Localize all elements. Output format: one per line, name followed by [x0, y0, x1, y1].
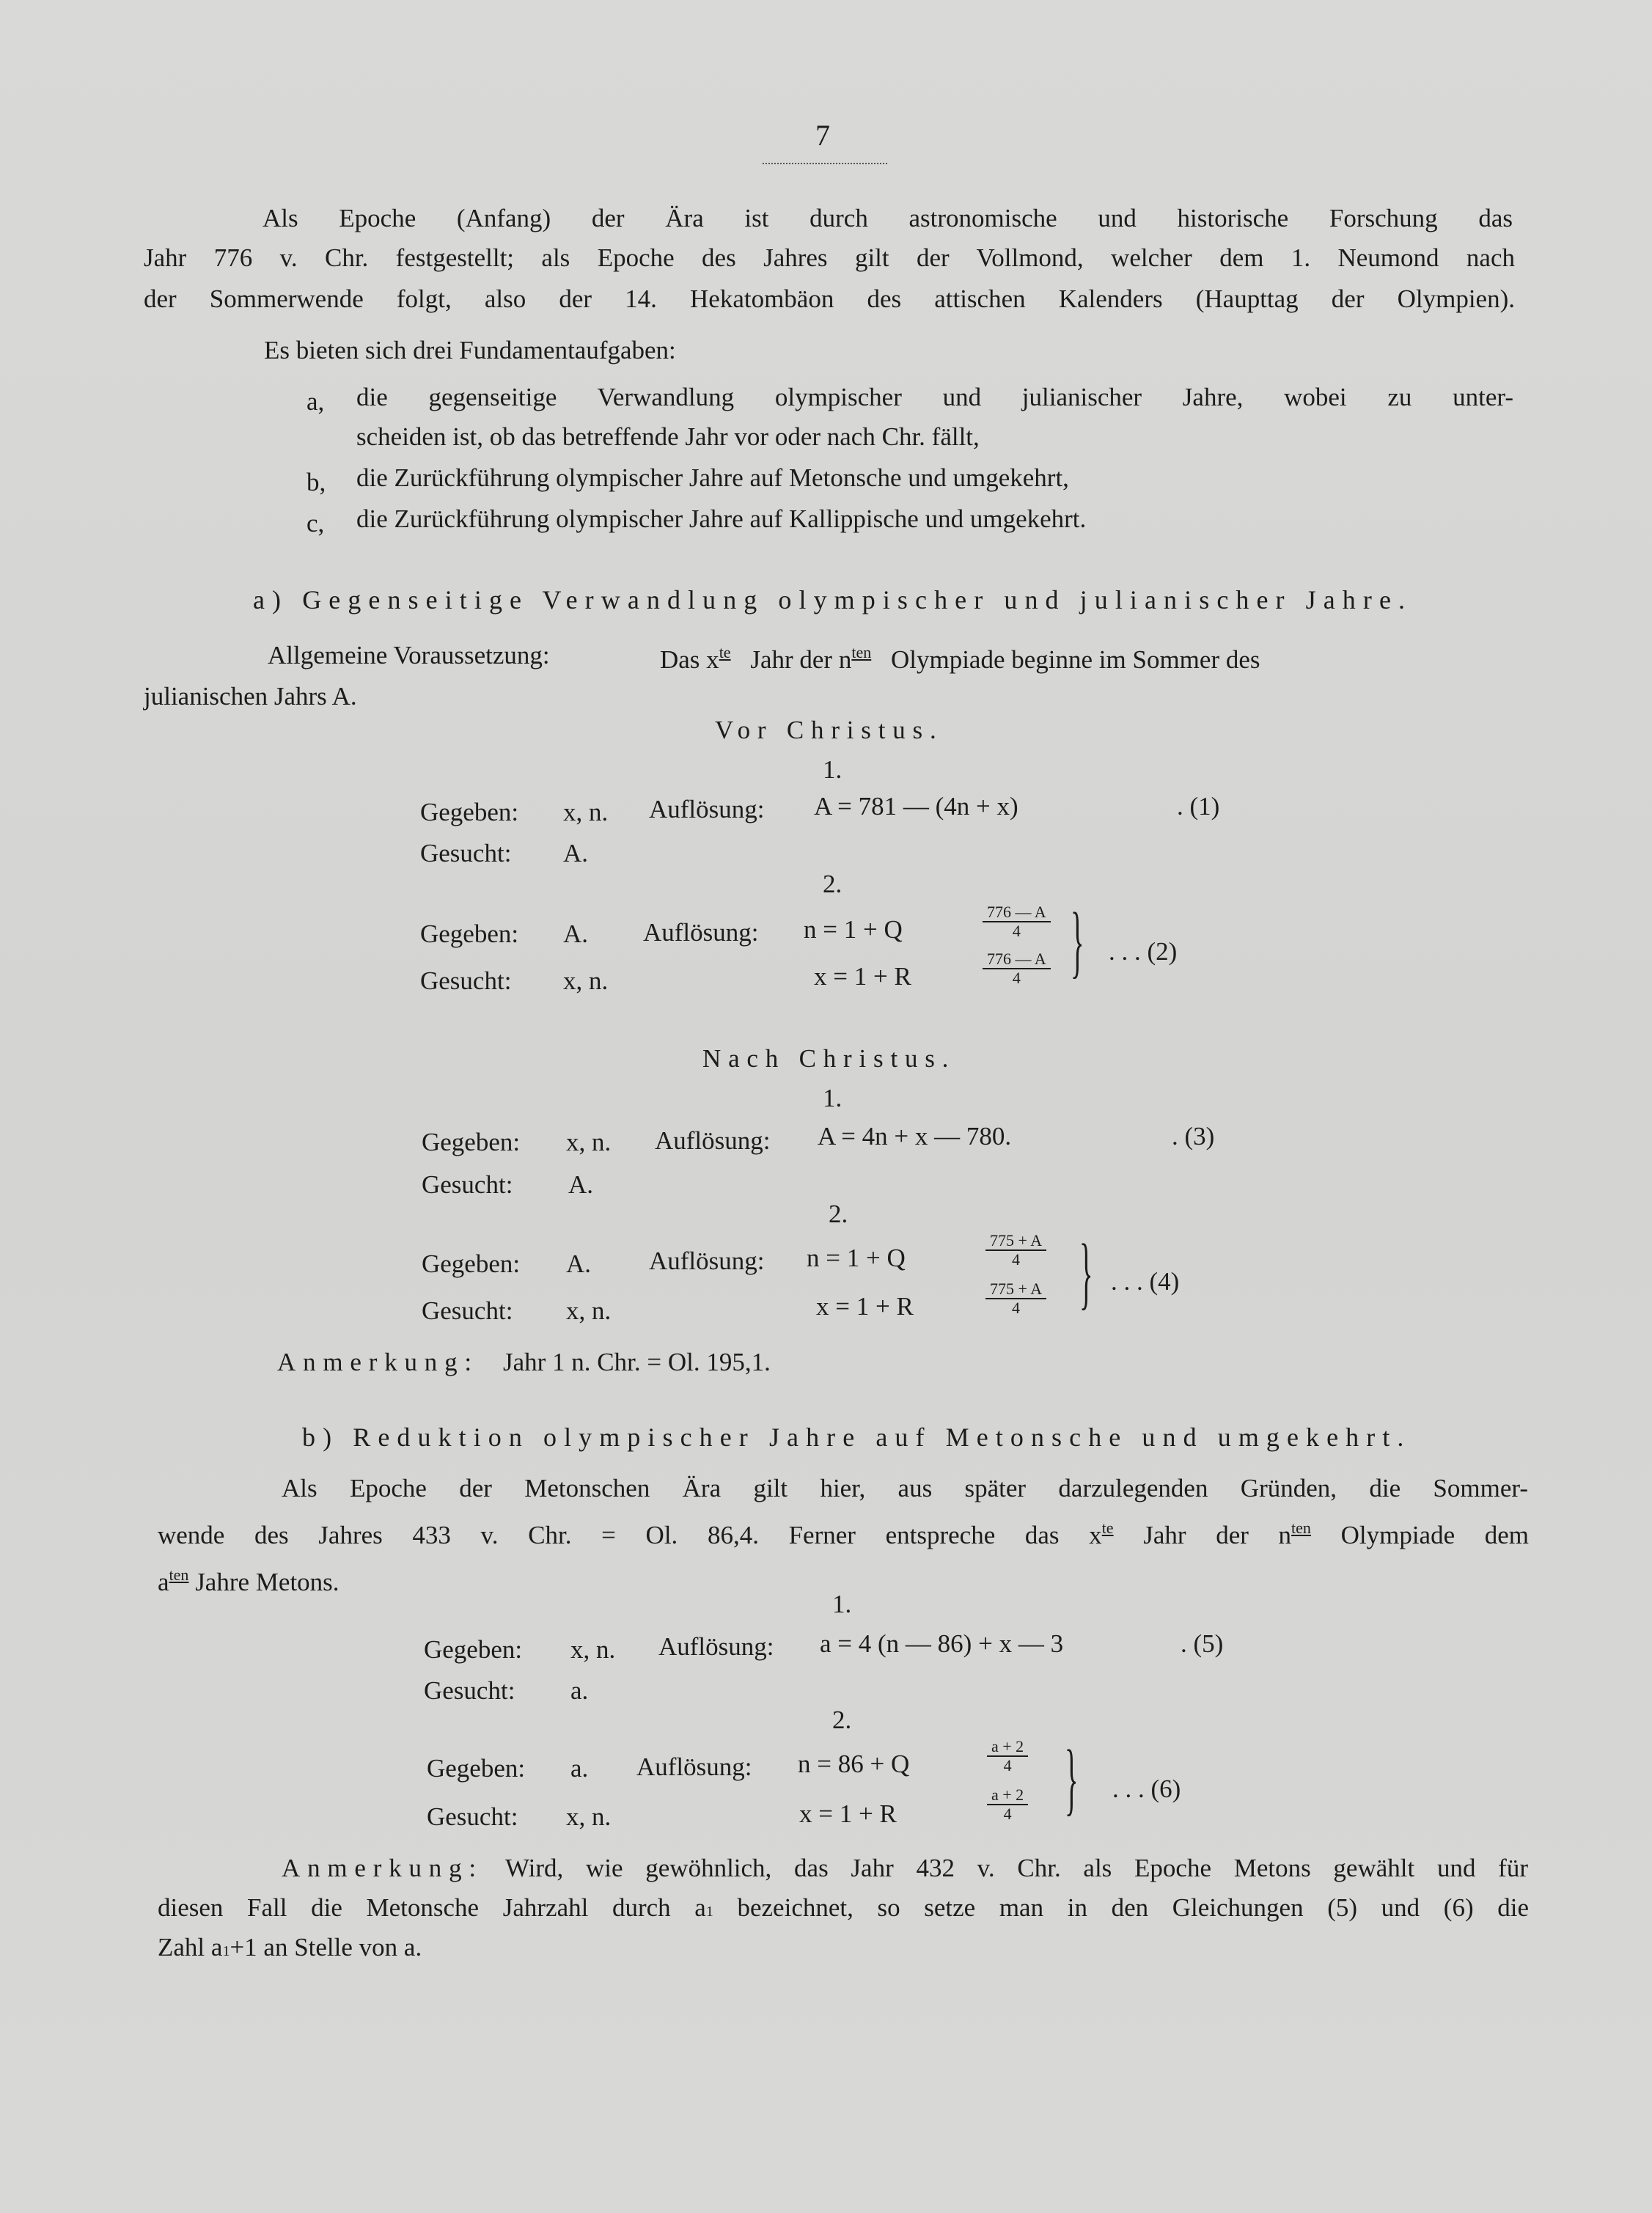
page-number: 7 — [815, 119, 830, 152]
section-b-note-line-3 — [158, 1933, 422, 1966]
nach-1-equation-number: . (3) — [1172, 1122, 1215, 1150]
metonic-2-fraction-2-numerator: a + 2 — [987, 1786, 1028, 1805]
vor-1-sought-value: A. — [563, 839, 589, 867]
vor-2-sought-label: Gesucht: — [420, 966, 512, 995]
nach-christus-heading: Nach Christus. — [702, 1044, 956, 1073]
section-b-p1-line-2 — [158, 1513, 1529, 1550]
section-b-note-line-2 — [158, 1893, 1529, 1926]
metonic-2-fraction-2 — [987, 1786, 1028, 1823]
nach-2-formula-1: n = 1 + Q — [807, 1244, 906, 1272]
section-b-note-line-3-sub: 1 — [222, 1943, 230, 1959]
vor-1-solution-label: Auflösung: — [649, 795, 765, 823]
metonic-2-fraction-2-denominator: 4 — [1003, 1805, 1012, 1823]
metonic-1-solution-label: Auflösung: — [658, 1632, 774, 1661]
vor-1-equation-number: . (1) — [1177, 792, 1220, 821]
metonic-2-given-value: a. — [570, 1754, 589, 1783]
section-b-p1-line-3-sup: ten — [169, 1566, 189, 1584]
metonic-2-solution-label: Auflösung: — [636, 1753, 752, 1781]
nach-1-solution-label: Auflösung: — [655, 1126, 771, 1155]
section-a-heading: a) Gegenseitige Verwandlung olympischer und julianischer Jahre. — [253, 585, 1413, 614]
section-b-note-line-1 — [282, 1854, 1528, 1883]
nach-2-fraction-2-numerator: 775 + A — [985, 1280, 1046, 1299]
task-a-line-1: die gegenseitige Verwandlung olympischer und julianischer Jahre, wobei zu unter- — [356, 383, 1513, 411]
nach-1-formula: A = 4n + x — 780. — [818, 1122, 1012, 1150]
nach-2-fraction-1-numerator: 775 + A — [985, 1232, 1046, 1251]
task-c-label: c, — [306, 509, 325, 537]
nach-2-number: 2. — [829, 1200, 848, 1228]
section-b-p1-line-2-a: wende des Jahres 433 v. Chr. = Ol. 86,4. Ferner entspreche das x — [158, 1521, 1102, 1549]
vor-1-given-value: x, n. — [563, 798, 609, 826]
section-b-note-line-3-a: Zahl a — [158, 1933, 223, 1961]
metonic-2-fraction-1-denominator: 4 — [1003, 1756, 1012, 1775]
vor-2-fraction-2-numerator: 776 — A — [983, 950, 1051, 969]
nach-2-fraction-1-denominator: 4 — [1012, 1250, 1021, 1269]
vor-2-fraction-2 — [983, 950, 1051, 987]
metonic-2-fraction-1-numerator: a + 2 — [987, 1738, 1028, 1757]
assumption-mid: Jahr der n — [750, 645, 852, 674]
intro-line-4: Es bieten sich drei Fundamentaufgaben: — [264, 336, 676, 364]
metonic-1-given-label: Gegeben: — [424, 1635, 523, 1664]
section-b-note-line-3-b: +1 an Stelle von a. — [230, 1933, 422, 1961]
nach-1-number: 1. — [823, 1084, 842, 1112]
metonic-1-sought-value: a. — [570, 1676, 589, 1705]
metonic-2-brace: } — [1065, 1733, 1079, 1823]
task-b-label: b, — [306, 468, 326, 496]
section-b-note-line-2-sub: 1 — [705, 1904, 713, 1920]
section-b-p1-line-3-a: a — [158, 1568, 169, 1596]
assumption-text — [660, 638, 1260, 675]
nach-2-solution-label: Auflösung: — [649, 1247, 765, 1275]
vor-1-given-label: Gegeben: — [420, 798, 519, 826]
section-a-note-text: Jahr 1 n. Chr. = Ol. 195,1. — [503, 1348, 771, 1376]
intro-line-3: der Sommerwende folgt, also der 14. Hekatombäon des attischen Kalenders (Haupttag der Olympien). — [144, 285, 1515, 313]
nach-2-given-label: Gegeben: — [422, 1249, 521, 1278]
vor-2-solution-label: Auflösung: — [643, 918, 759, 947]
nach-1-sought-value: A. — [568, 1170, 594, 1199]
vor-1-sought-label: Gesucht: — [420, 839, 512, 867]
assumption-sup-te: te — [719, 643, 731, 661]
assumption-das: Das x — [660, 645, 719, 674]
vor-christus-heading: Vor Christus. — [715, 716, 944, 744]
section-b-note-line-1-text: Wird, wie gewöhnlich, das Jahr 432 v. Chr. als Epoche Metons gewählt und für — [505, 1854, 1528, 1882]
page-number-rule — [763, 163, 887, 164]
vor-2-number: 2. — [823, 870, 842, 898]
section-b-p1-line-2-b: Jahr der n — [1143, 1521, 1292, 1549]
nach-2-sought-label: Gesucht: — [422, 1296, 513, 1325]
task-a-label: a, — [306, 387, 325, 416]
section-b-p1-line-2-c: Olympiade dem — [1340, 1521, 1530, 1549]
metonic-2-equation-number: . . . (6) — [1112, 1775, 1181, 1803]
nach-1-sought-label: Gesucht: — [422, 1170, 513, 1199]
section-b-p1-sup-ten: ten — [1291, 1519, 1311, 1537]
metonic-1-equation-number: . (5) — [1181, 1629, 1224, 1658]
metonic-1-given-value: x, n. — [570, 1635, 616, 1664]
nach-2-fraction-1 — [985, 1232, 1046, 1269]
vor-2-fraction-1-numerator: 776 — A — [983, 903, 1051, 922]
metonic-1-formula: a = 4 (n — 86) + x — 3 — [820, 1629, 1064, 1658]
metonic-1-sought-label: Gesucht: — [424, 1676, 515, 1705]
metonic-2-number: 2. — [832, 1706, 852, 1734]
nach-1-given-label: Gegeben: — [422, 1128, 521, 1156]
task-c-text: die Zurückführung olympischer Jahre auf Kallippische und umgekehrt. — [356, 504, 1087, 533]
vor-2-given-value: A. — [563, 920, 589, 948]
section-b-p1-line-1: Als Epoche der Metonschen Ära gilt hier, aus später darzulegenden Gründen, die Sommer- — [282, 1474, 1528, 1502]
metonic-2-fraction-1 — [987, 1738, 1028, 1775]
assumption-lead: Allgemeine Voraussetzung: — [268, 641, 550, 669]
section-b-p1-line-3 — [158, 1560, 339, 1597]
metonic-2-formula-1: n = 86 + Q — [798, 1750, 910, 1778]
vor-2-equation-number: . . . (2) — [1109, 937, 1178, 966]
metonic-2-sought-value: x, n. — [566, 1802, 612, 1831]
vor-1-number: 1. — [823, 755, 842, 784]
section-b-p1-sup-te: te — [1101, 1519, 1114, 1537]
metonic-1-number: 1. — [832, 1590, 852, 1618]
nach-2-brace: } — [1079, 1227, 1093, 1317]
section-b-note-line-2-b: bezeichnet, so setze man in den Gleichungen (5) und (6) die — [737, 1893, 1530, 1922]
nach-2-fraction-2-denominator: 4 — [1012, 1299, 1021, 1317]
vor-2-sought-value: x, n. — [563, 966, 609, 995]
section-a-note-label: Anmerkung: — [277, 1348, 479, 1376]
task-b-text: die Zurückführung olympischer Jahre auf Metonsche und umgekehrt, — [356, 463, 1069, 492]
intro-line-2: Jahr 776 v. Chr. festgestellt; als Epoche des Jahres gilt der Vollmond, welcher dem 1. Neumond nach — [144, 243, 1515, 272]
vor-2-brace: } — [1071, 896, 1084, 986]
section-b-note-label: Anmerkung: — [282, 1854, 483, 1882]
section-b-heading: b) Reduktion olympischer Jahre auf Metonsche und umgekehrt. — [302, 1423, 1411, 1452]
nach-2-sought-value: x, n. — [566, 1296, 612, 1325]
vor-2-fraction-2-denominator: 4 — [1012, 969, 1021, 987]
nach-1-given-value: x, n. — [566, 1128, 612, 1156]
metonic-2-given-label: Gegeben: — [427, 1754, 526, 1783]
assumption-line-2: julianischen Jahrs A. — [144, 682, 357, 711]
nach-2-equation-number: . . . (4) — [1111, 1267, 1180, 1296]
vor-2-formula-2: x = 1 + R — [814, 962, 911, 991]
assumption-sup-ten: ten — [851, 643, 872, 661]
vor-1-formula: A = 781 — (4n + x) — [814, 792, 1018, 821]
vor-2-given-label: Gegeben: — [420, 920, 519, 948]
task-a-line-2: scheiden ist, ob das betreffende Jahr vor oder nach Chr. fällt, — [356, 422, 980, 451]
assumption-tail: Olympiade beginne im Sommer des — [890, 645, 1260, 674]
intro-line-1: Als Epoche (Anfang) der Ära ist durch astronomische und historische Forschung das — [263, 204, 1513, 232]
section-b-note-line-2-a: diesen Fall die Metonsche Jahrzahl durch a — [158, 1893, 706, 1922]
vor-2-formula-1: n = 1 + Q — [804, 915, 903, 944]
nach-2-fraction-2 — [985, 1280, 1046, 1317]
nach-2-formula-2: x = 1 + R — [816, 1292, 914, 1321]
section-b-p1-line-3-b: Jahre Metons. — [195, 1568, 339, 1596]
vor-2-fraction-1 — [983, 903, 1051, 940]
nach-2-given-value: A. — [566, 1249, 592, 1278]
vor-2-fraction-1-denominator: 4 — [1012, 922, 1021, 940]
metonic-2-formula-2: x = 1 + R — [799, 1799, 897, 1828]
metonic-2-sought-label: Gesucht: — [427, 1802, 518, 1831]
